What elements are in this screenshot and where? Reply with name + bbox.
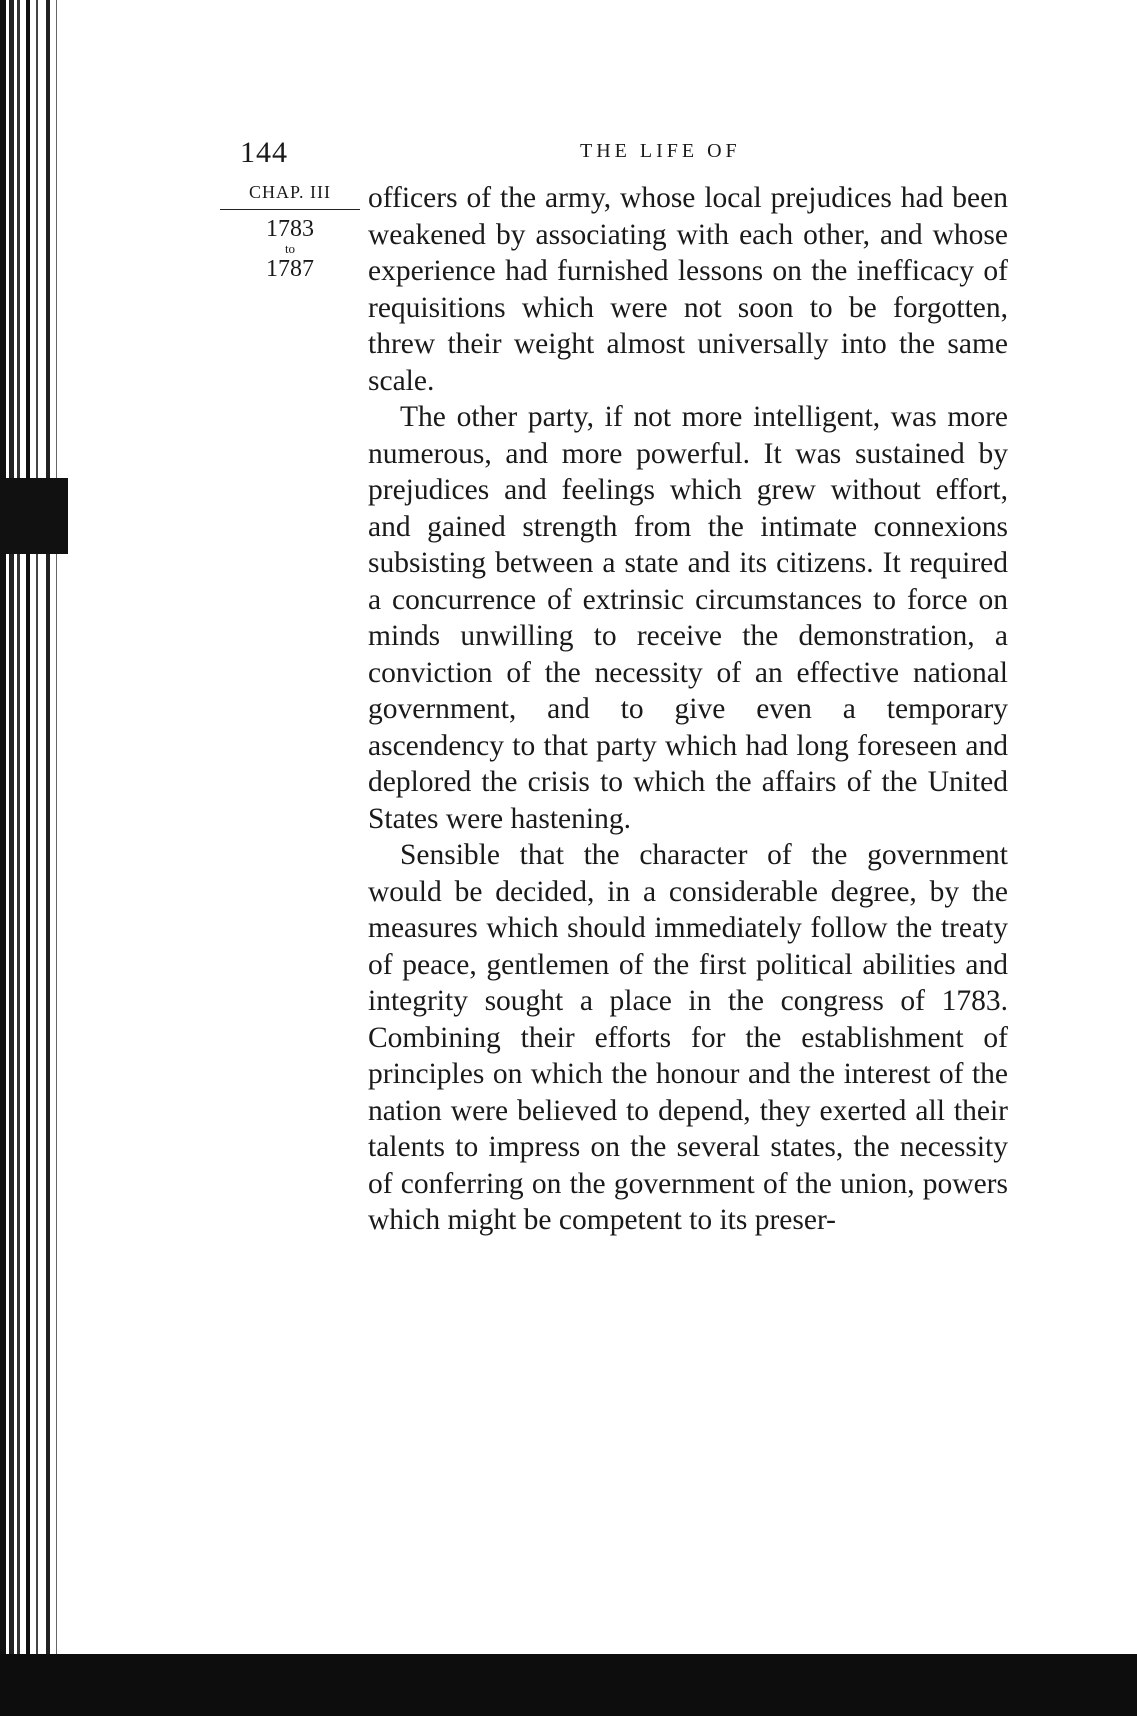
body-text <box>368 180 1008 1239</box>
year-from: 1783 <box>266 216 314 242</box>
binding-shadow <box>0 478 68 554</box>
paragraph: The other party, if not more intelligent, was more numerous, and more powerful. It was sustained by prejudices and feelings which grew without effort, and gained strength from the intimate connexions subsisting between a state and its citizens. It required a concurrence of extrinsic circumstances to force on minds unwilling to receive the demonstration, a conviction of the necessity of an effective national government, and to give even a temporary ascendency to that party which had long foreseen and deplored the crisis to which the affairs of the United States were hastening. <box>368 401 1008 835</box>
paragraph-continued: officers of the army, whose local prejudices had been weakened by associating with each other, and whose experience had furnished lessons on the inefficacy of requisitions which were not soon to be forgotten, threw their weight almost universally into the same scale. <box>368 182 1008 397</box>
year-range-to: to <box>284 241 296 256</box>
margin-note <box>220 182 360 282</box>
year-to: 1787 <box>266 256 314 282</box>
scan-border-bottom <box>0 1654 1137 1716</box>
running-head: THE LIFE OF <box>580 140 741 162</box>
page-number: 144 <box>240 136 288 169</box>
book-binding-edge <box>0 0 68 1716</box>
paragraph: Sensible that the character of the government would be decided, in a considerable degree, by the measures which should immediately follow the treaty of peace, gentlemen of the first political abilities and integrity sought a place in the congress of 1783. Combining their efforts for the establishment of principles on which the honour and the interest of the nation were believed to depend, they exerted all their talents to impress on the several states, the necessity of conferring on the government of the union, powers which might be competent to its preser- <box>368 839 1008 1236</box>
chapter-label: CHAP. III <box>220 182 360 210</box>
